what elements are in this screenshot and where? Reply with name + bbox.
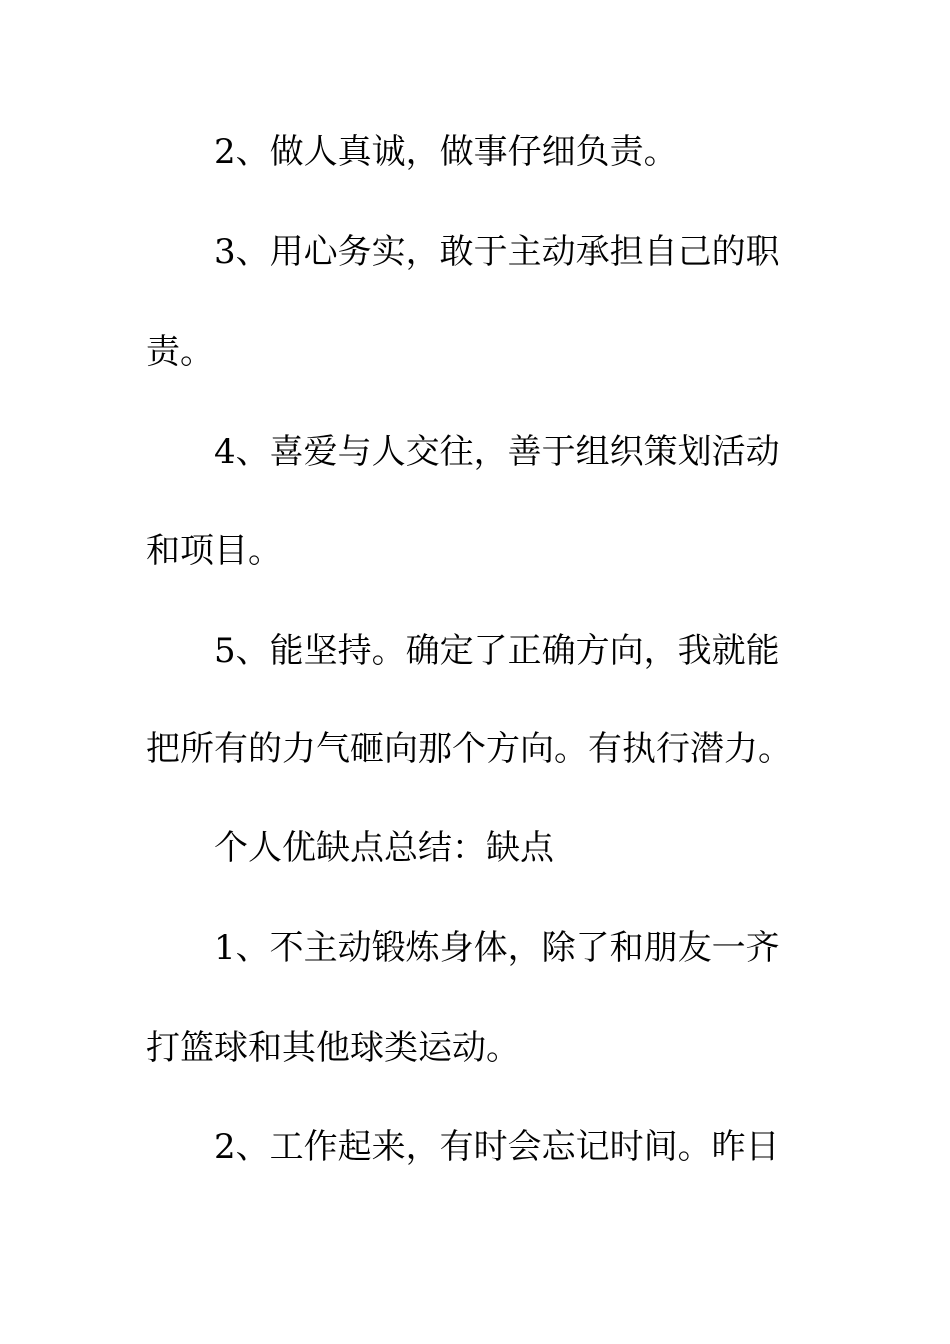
heading-line: 个人优缺点总结：缺点 xyxy=(214,828,554,868)
paragraph-line: 2、做人真诚，做事仔细负责。 xyxy=(214,132,678,172)
paragraph-line: 把所有的力气砸向那个方向。有执行潜力。 xyxy=(146,729,792,769)
paragraph-line: 责。 xyxy=(146,332,214,372)
paragraph-line: 和项目。 xyxy=(146,531,282,571)
paragraph-line: 5、能坚持。确定了正确方向，我就能 xyxy=(214,631,780,671)
paragraph-line: 1、不主动锻炼身体，除了和朋友一齐 xyxy=(214,928,780,968)
paragraph-line: 2、工作起来，有时会忘记时间。昨日 xyxy=(214,1127,780,1167)
paragraph-line: 3、用心务实，敢于主动承担自己的职 xyxy=(214,232,780,272)
paragraph-line: 打篮球和其他球类运动。 xyxy=(146,1028,520,1068)
paragraph-line: 4、喜爱与人交往，善于组织策划活动 xyxy=(214,432,780,472)
